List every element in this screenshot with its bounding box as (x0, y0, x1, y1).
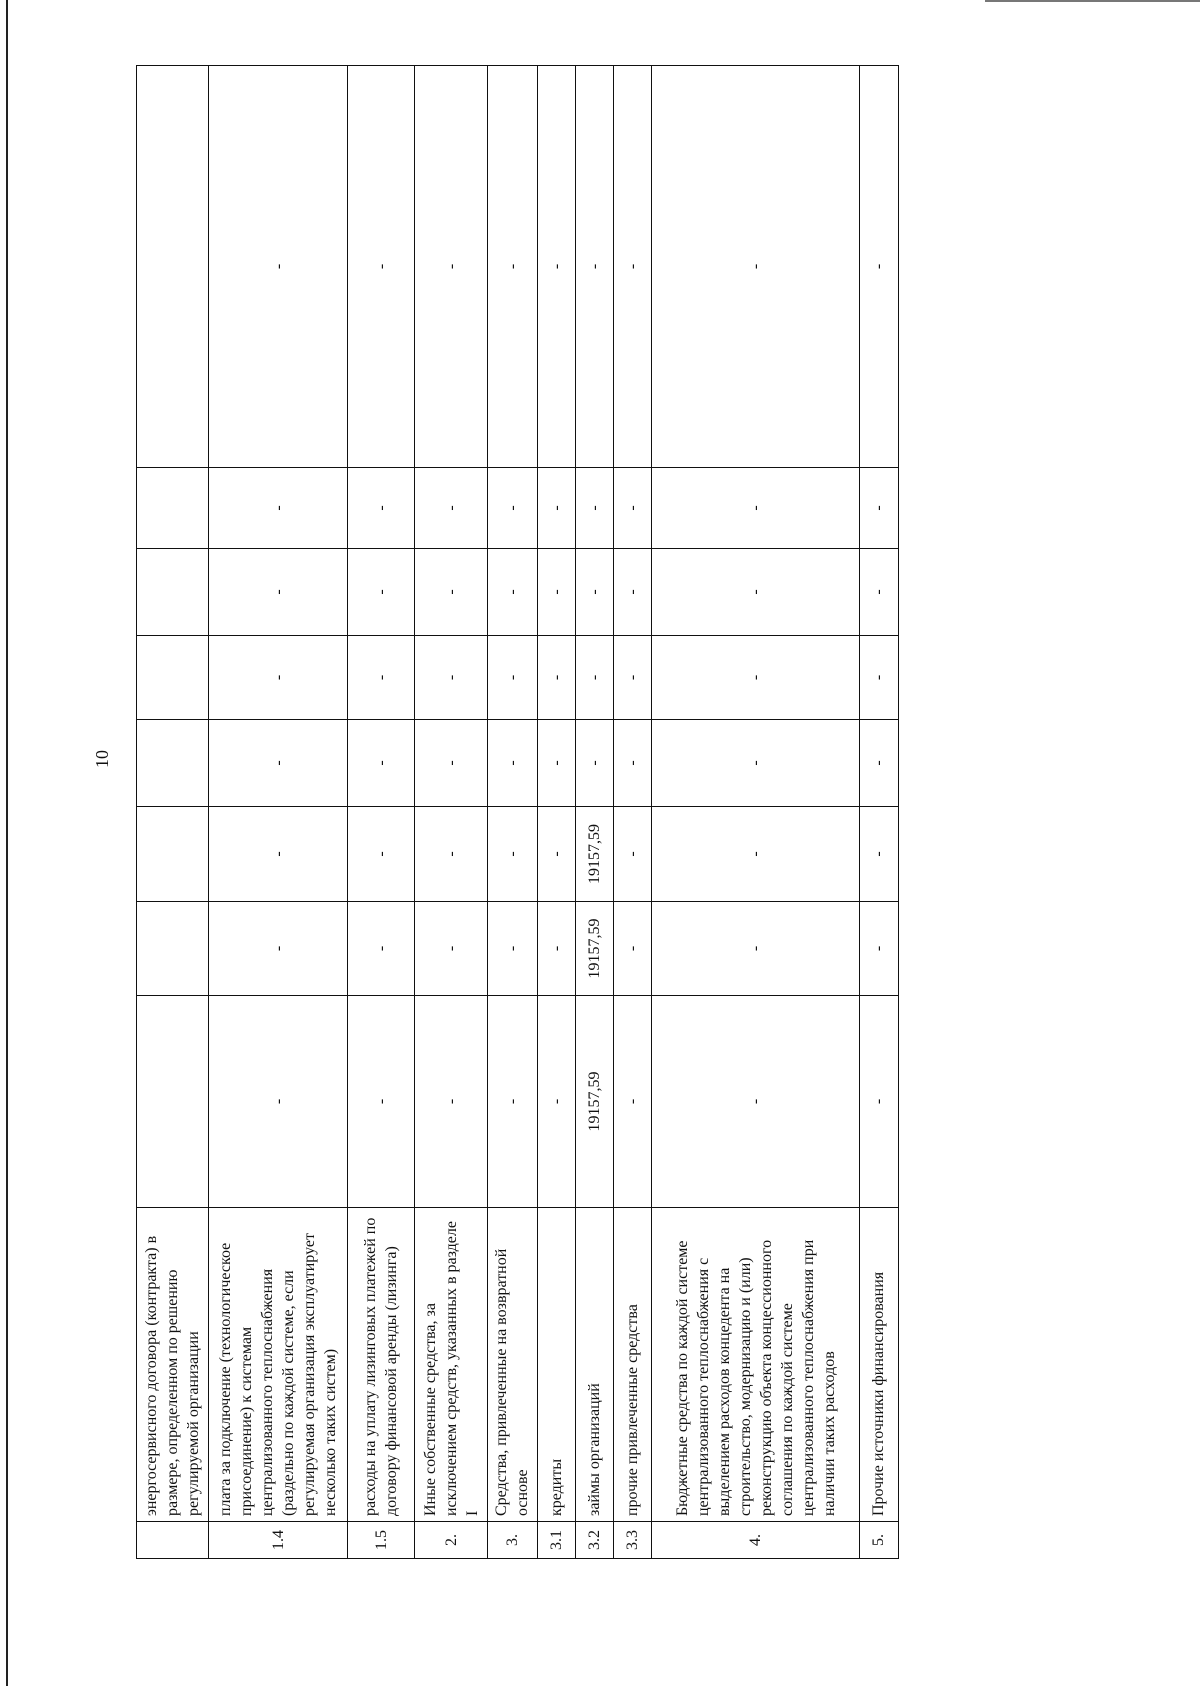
value-cell: - (614, 720, 652, 807)
value-cell: - (415, 720, 487, 807)
value-cell: 19157,59 (575, 996, 613, 1208)
value-cell: - (859, 549, 898, 636)
value-cell: - (209, 996, 348, 1208)
row-number (137, 1522, 209, 1559)
value-cell: - (487, 468, 537, 549)
value-cell: 19157,59 (575, 807, 613, 902)
value-cell: - (415, 902, 487, 996)
value-cell: - (859, 720, 898, 807)
table-row (859, 66, 898, 1559)
value-cell: - (859, 902, 898, 996)
table-row (575, 66, 613, 1559)
table-row (614, 66, 652, 1559)
value-cell: - (652, 807, 859, 902)
value-cell: - (652, 549, 859, 636)
table-row (415, 66, 487, 1559)
value-cell: - (209, 807, 348, 902)
value-cell: - (415, 468, 487, 549)
value-cell: - (415, 636, 487, 720)
value-cell: - (652, 902, 859, 996)
value-cell: 19157,59 (575, 902, 613, 996)
value-cell: - (209, 720, 348, 807)
value-cell: - (537, 720, 575, 807)
row-label: прочие привлеченные средства (614, 1208, 652, 1522)
row-label: Иные собственные средства, за исключением средств, указанных в разделе I (415, 1208, 487, 1522)
value-cell: - (652, 636, 859, 720)
value-cell: - (487, 66, 537, 468)
value-cell: - (487, 549, 537, 636)
value-cell: - (487, 720, 537, 807)
value-cell: - (614, 996, 652, 1208)
page-number: 10 (92, 750, 112, 768)
row-label: кредиты (537, 1208, 575, 1522)
row-number: 3.1 (537, 1522, 575, 1559)
value-cell: - (415, 807, 487, 902)
value-cell: - (614, 468, 652, 549)
value-cell (137, 636, 209, 720)
value-cell: - (859, 807, 898, 902)
row-number: 5. (859, 1522, 898, 1559)
row-number: 3. (487, 1522, 537, 1559)
row-label: займы организаций (575, 1208, 613, 1522)
value-cell: - (614, 807, 652, 902)
value-cell: - (575, 549, 613, 636)
row-number: 1.4 (209, 1522, 348, 1559)
value-cell: - (415, 549, 487, 636)
value-cell: - (487, 807, 537, 902)
value-cell: - (209, 902, 348, 996)
value-cell: - (348, 720, 415, 807)
value-cell: - (614, 902, 652, 996)
row-number: 2. (415, 1522, 487, 1559)
value-cell (137, 66, 209, 468)
value-cell: - (652, 468, 859, 549)
value-cell: - (537, 807, 575, 902)
value-cell: - (415, 66, 487, 468)
value-cell: - (348, 66, 415, 468)
row-label: Средства, привлеченные на возвратной основе (487, 1208, 537, 1522)
value-cell: - (537, 996, 575, 1208)
row-number: 3.3 (614, 1522, 652, 1559)
value-cell (137, 807, 209, 902)
value-cell: - (348, 902, 415, 996)
value-cell: - (209, 468, 348, 549)
row-label: энергосервисного договора (контракта) в размере, определенном по решению регулируемой организации (137, 1208, 209, 1522)
value-cell: - (537, 468, 575, 549)
value-cell: - (348, 549, 415, 636)
value-cell: - (859, 636, 898, 720)
value-cell: - (537, 66, 575, 468)
table-row (652, 66, 859, 1559)
value-cell (137, 468, 209, 549)
table-row (137, 66, 209, 1559)
value-cell: - (537, 549, 575, 636)
value-cell: - (537, 902, 575, 996)
scan-margin-line (6, 0, 8, 1686)
value-cell: - (487, 902, 537, 996)
value-cell: - (209, 549, 348, 636)
value-cell: - (575, 66, 613, 468)
row-label: Бюджетные средства по каждой системе централизованного теплоснабжения с выделением расходов концедента на строительство, модернизацию и (или) реконструкцию объекта концессионного соглашения по каждой системе централизованного теплоснабжения при наличии таких расходов (652, 1208, 859, 1522)
value-cell: - (652, 720, 859, 807)
value-cell: - (575, 720, 613, 807)
row-label: Прочие источники финансирования (859, 1208, 898, 1522)
value-cell: - (652, 66, 859, 468)
value-cell: - (537, 636, 575, 720)
financing-sources-table (136, 65, 899, 1559)
value-cell: - (859, 66, 898, 468)
table-row (537, 66, 575, 1559)
row-label: расходы на уплату лизинговых платежей по договору финансовой аренды (лизинга) (348, 1208, 415, 1522)
table-row (348, 66, 415, 1559)
value-cell: - (209, 636, 348, 720)
value-cell: - (348, 636, 415, 720)
value-cell (137, 902, 209, 996)
table-row (209, 66, 348, 1559)
value-cell: - (487, 636, 537, 720)
value-cell: - (614, 636, 652, 720)
value-cell: - (614, 66, 652, 468)
value-cell: - (575, 636, 613, 720)
rotated-table-area (92, 66, 899, 1559)
value-cell: - (575, 468, 613, 549)
row-label: плата за подключение (технологическое присоединение) к системам централизованного теплоснабжения (раздельно по каждой системе, если регулируемая организация эксплуатирует несколько таких систем) (209, 1208, 348, 1522)
value-cell: - (348, 807, 415, 902)
value-cell: - (859, 996, 898, 1208)
value-cell (137, 996, 209, 1208)
value-cell: - (348, 468, 415, 549)
value-cell: - (415, 996, 487, 1208)
row-number: 1.5 (348, 1522, 415, 1559)
table-row (487, 66, 537, 1559)
scan-edge-line (985, 0, 1200, 2)
row-number: 4. (652, 1522, 859, 1559)
value-cell (137, 549, 209, 636)
value-cell: - (859, 468, 898, 549)
value-cell: - (652, 996, 859, 1208)
row-number: 3.2 (575, 1522, 613, 1559)
value-cell: - (614, 549, 652, 636)
value-cell (137, 720, 209, 807)
value-cell: - (209, 66, 348, 468)
value-cell: - (348, 996, 415, 1208)
value-cell: - (487, 996, 537, 1208)
